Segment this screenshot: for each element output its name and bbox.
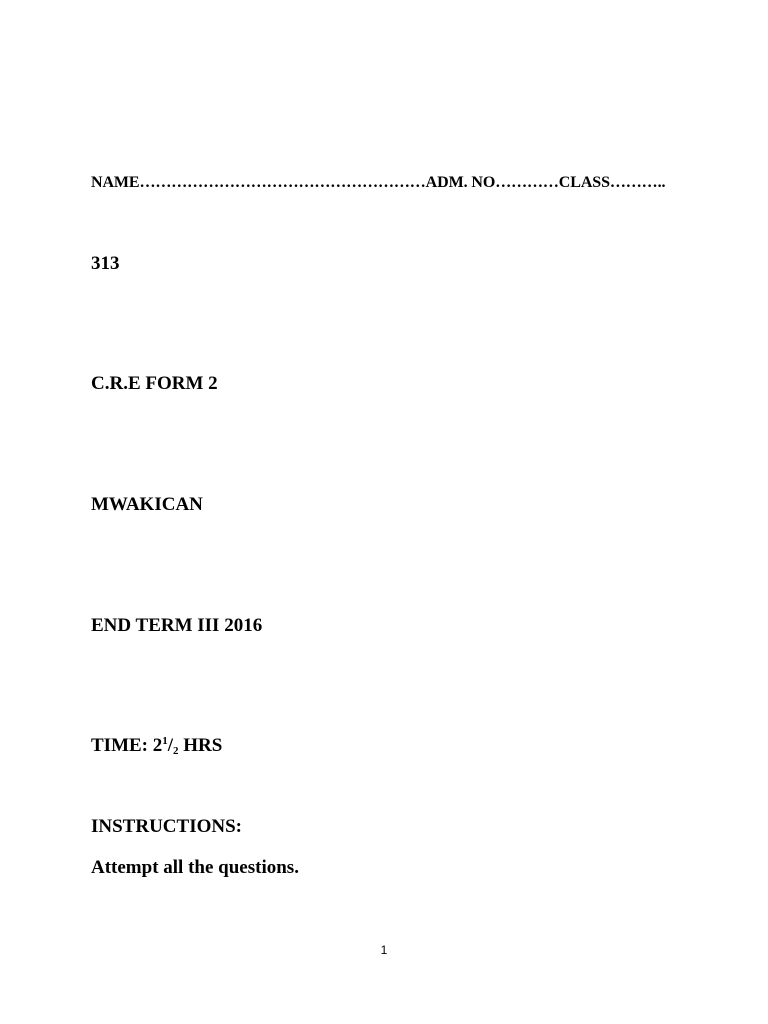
instructions-text: Attempt all the questions. — [91, 857, 299, 878]
student-details-line: NAME………………………………………………ADM. NO…………CLASS……….. — [91, 174, 666, 191]
time-fraction-denominator: 2 — [173, 745, 179, 757]
instructions-heading: INSTRUCTIONS: — [91, 816, 242, 837]
exam-title: END TERM III 2016 — [91, 615, 263, 636]
time-fraction-numerator: 1 — [162, 735, 168, 747]
subject-title: C.R.E FORM 2 — [91, 373, 218, 394]
page-number: 1 — [380, 943, 388, 957]
time-suffix: HRS — [178, 735, 223, 756]
time-prefix: TIME: 2 — [91, 735, 163, 756]
school-name: MWAKICAN — [91, 494, 203, 515]
time-fraction-slash: / — [167, 735, 174, 756]
exam-duration — [91, 735, 222, 757]
paper-code: 313 — [91, 253, 120, 274]
